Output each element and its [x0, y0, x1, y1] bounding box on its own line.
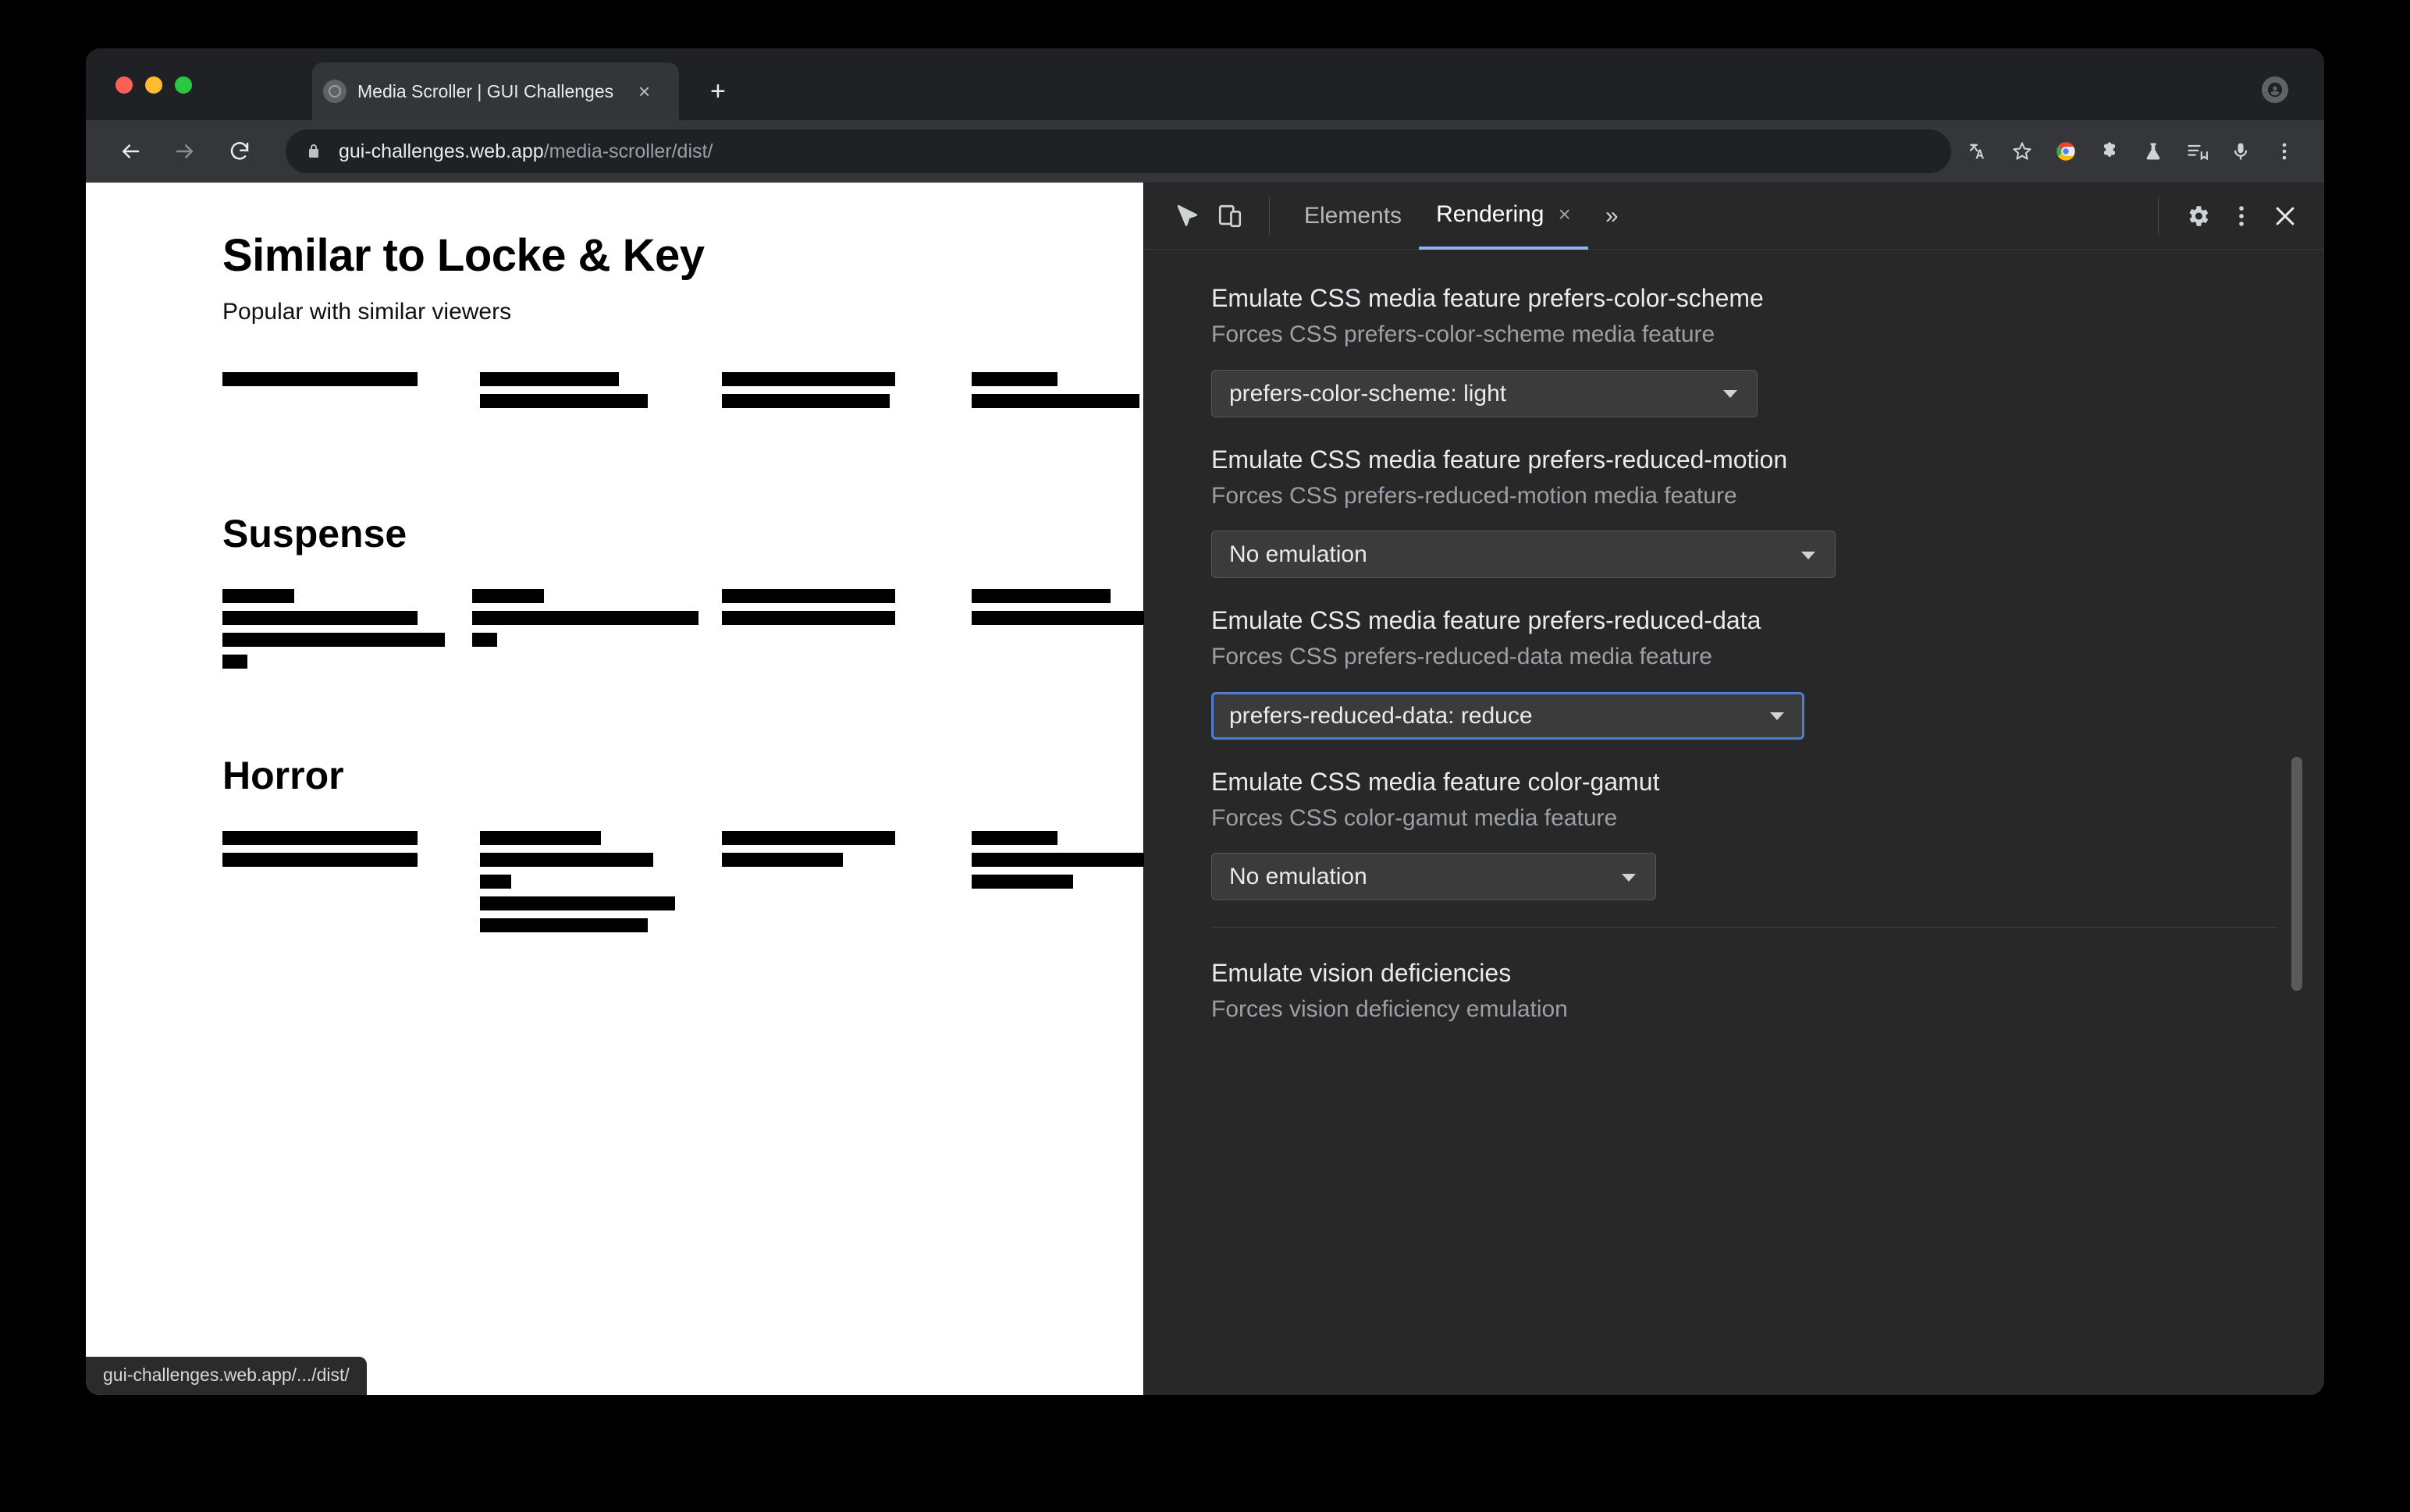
maximize-window-button[interactable]	[175, 76, 192, 94]
select-wrapper	[1211, 531, 1836, 578]
setting-prefers-reduced-motion	[1211, 444, 2277, 579]
reading-list-icon[interactable]	[2184, 138, 2210, 165]
prefers-reduced-data-select[interactable]	[1211, 692, 1804, 740]
media-card[interactable]	[222, 589, 418, 676]
divider	[2158, 197, 2159, 235]
setting-title: Emulate CSS media feature prefers-color-scheme	[1211, 284, 1764, 312]
select-wrapper	[1211, 853, 1656, 900]
url-host: gui-challenges.web.app	[339, 140, 544, 162]
tab-rendering-label: Rendering	[1436, 201, 1544, 227]
setting-vision-deficiencies	[1211, 957, 2277, 1024]
media-card[interactable]	[722, 589, 917, 676]
media-card[interactable]	[222, 372, 418, 416]
color-gamut-select[interactable]	[1211, 853, 1656, 900]
browser-window	[86, 48, 2324, 1395]
setting-description: Forces vision deficiency emulation	[1211, 996, 1568, 1022]
media-card[interactable]	[472, 589, 667, 676]
more-vertical-icon[interactable]	[2220, 194, 2263, 238]
lab-flask-icon[interactable]	[2140, 138, 2167, 165]
page-section-similar	[222, 229, 1143, 416]
close-icon[interactable]: ×	[1558, 201, 1571, 226]
status-bubble: gui-challenges.web.app/.../dist/	[86, 1357, 367, 1395]
reload-button[interactable]	[222, 133, 258, 169]
devtools-tabbar	[1144, 183, 2324, 250]
devtools-panel	[1143, 183, 2324, 1395]
extensions-puzzle-icon[interactable]	[2096, 138, 2123, 165]
inspect-cursor-icon[interactable]	[1164, 194, 1208, 238]
page-section-horror	[222, 753, 1143, 940]
setting-prefers-reduced-data	[1211, 605, 2277, 740]
close-window-button[interactable]	[116, 76, 133, 94]
divider	[1211, 927, 2277, 928]
setting-title: Emulate CSS media feature prefers-reduced-motion	[1211, 445, 1788, 474]
media-card[interactable]	[722, 831, 917, 940]
tab-elements[interactable]	[1287, 183, 1419, 250]
media-card[interactable]	[972, 372, 1143, 416]
prefers-reduced-motion-select[interactable]	[1211, 531, 1836, 578]
setting-title: Emulate CSS media feature prefers-reduced-data	[1211, 606, 1761, 634]
window-controls	[116, 76, 192, 94]
setting-prefers-color-scheme	[1211, 282, 2277, 417]
devtools-scrollbar[interactable]	[2291, 757, 2302, 991]
content-area	[86, 183, 2324, 1395]
setting-description: Forces CSS color-gamut media feature	[1211, 804, 1618, 831]
media-card[interactable]	[472, 831, 667, 940]
card-row-horror	[222, 831, 1143, 940]
divider	[1269, 197, 1270, 235]
extension-colorful-icon[interactable]	[2053, 138, 2079, 165]
tab-title: Media Scroller | GUI Challenges	[357, 80, 614, 101]
setting-description: Forces CSS prefers-reduced-data media feature	[1211, 644, 1712, 669]
media-card[interactable]	[222, 831, 418, 940]
page-title: Similar to Locke & Key	[222, 230, 705, 281]
card-row-suspense	[222, 589, 1143, 676]
media-card[interactable]	[972, 589, 1143, 676]
rendering-settings-pane[interactable]	[1144, 250, 2324, 1395]
url-text	[339, 140, 713, 163]
setting-description: Forces CSS prefers-color-scheme media feature	[1211, 321, 1715, 347]
bookmark-star-icon[interactable]	[2009, 138, 2035, 165]
close-icon[interactable]	[2263, 194, 2307, 238]
device-toolbar-icon[interactable]	[1208, 194, 1252, 238]
back-button[interactable]	[112, 133, 148, 169]
section-heading-horror: Horror	[222, 754, 344, 797]
close-icon[interactable]: ×	[638, 80, 651, 103]
tab-rendering[interactable]	[1419, 183, 1588, 250]
profile-avatar-icon[interactable]	[2262, 76, 2288, 103]
translate-icon[interactable]	[1965, 138, 1992, 165]
forward-button[interactable]	[167, 133, 203, 169]
new-tab-button[interactable]: +	[710, 76, 726, 106]
gear-icon[interactable]	[2176, 194, 2220, 238]
page-subtitle: Popular with similar viewers	[222, 299, 512, 325]
section-heading-suspense: Suspense	[222, 512, 407, 555]
setting-title: Emulate vision deficiencies	[1211, 959, 1512, 987]
setting-title: Emulate CSS media feature color-gamut	[1211, 767, 1660, 796]
select-wrapper	[1211, 370, 1758, 417]
setting-description: Forces CSS prefers-reduced-motion media feature	[1211, 482, 1737, 509]
url-path: /media-scroller/dist/	[543, 140, 713, 162]
card-row-similar	[222, 372, 1143, 416]
tab-elements-label: Elements	[1304, 202, 1402, 229]
select-wrapper	[1211, 692, 1804, 740]
browser-toolbar	[86, 120, 2324, 183]
browser-menu-icon[interactable]	[2271, 138, 2298, 165]
tab-strip	[86, 48, 2324, 120]
address-bar[interactable]	[286, 130, 1951, 173]
minimize-window-button[interactable]	[145, 76, 162, 94]
setting-color-gamut	[1211, 766, 2277, 901]
page-section-suspense	[222, 511, 1143, 676]
media-card[interactable]	[472, 372, 667, 416]
media-card[interactable]	[722, 372, 917, 416]
lock-icon	[304, 142, 323, 161]
page-viewport	[86, 183, 1143, 1395]
prefers-color-scheme-select[interactable]	[1211, 370, 1758, 417]
toolbar-icons	[1965, 138, 2298, 165]
more-tabs-icon[interactable]: »	[1605, 202, 1619, 229]
browser-tab[interactable]	[312, 62, 679, 120]
site-favicon-icon	[323, 80, 347, 103]
microphone-icon[interactable]	[2227, 138, 2254, 165]
media-card[interactable]	[972, 831, 1143, 940]
